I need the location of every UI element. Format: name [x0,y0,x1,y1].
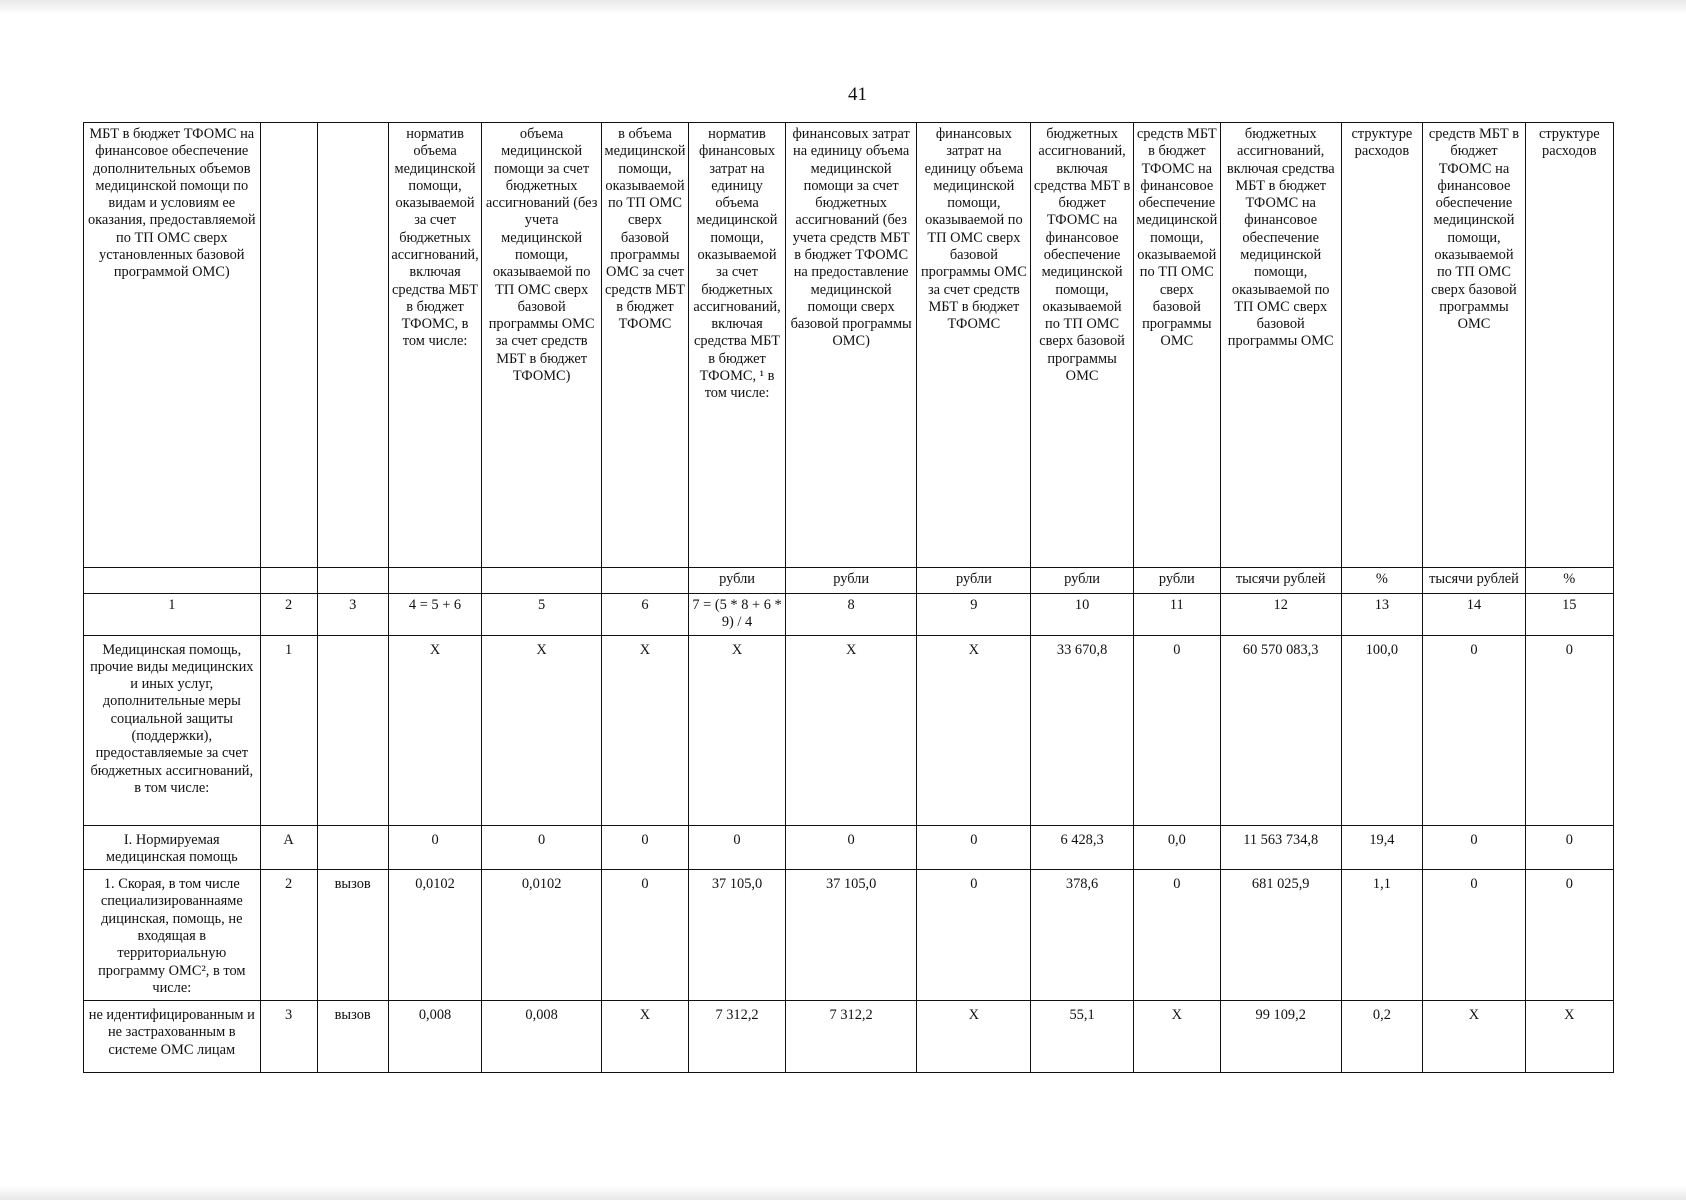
table-row-cell-10: 378,6 [1031,870,1133,1001]
units-row-cell-14: тысячи рублей [1423,568,1525,594]
table-row-cell-5: X [482,635,602,825]
header-row-cell-4: норматив объема медицинской помощи, оказываемой за счет бюджетных ассигнований, включая средства МБТ в бюджет ТФОМС, в том числе: [388,123,482,568]
column-number-row-cell-11: 11 [1133,594,1220,636]
table-row-cell-2: 3 [260,1001,317,1073]
table-row-cell-14: 0 [1423,825,1525,870]
column-number-row-cell-13: 13 [1341,594,1423,636]
table-row-cell-13: 100,0 [1341,635,1423,825]
column-number-row-cell-6: 6 [601,594,688,636]
table-row-cell-11: 0 [1133,870,1220,1001]
column-number-row-cell-9: 9 [917,594,1031,636]
table-row-cell-6: X [601,1001,688,1073]
table-row-cell-12: 60 570 083,3 [1220,635,1341,825]
header-row-cell-14: средств МБТ в бюджет ТФОМС на финансовое обеспечение медицинской помощи, оказываемой по ТП ОМС сверх базовой программы ОМС [1423,123,1525,568]
table-row-cell-1: I. Нормируемая медицинская помощь [84,825,261,870]
table-row-cell-11: 0 [1133,635,1220,825]
table-row-cell-9: X [917,1001,1031,1073]
header-row-cell-5: объема медицинской помощи за счет бюджетных ассигнований (без учета медицинской помощи, оказываемой по ТП ОМС сверх базовой программы ОМС за счет средств МБТ в бюджет ТФОМС) [482,123,602,568]
column-number-row-cell-8: 8 [785,594,916,636]
units-row-cell-13: % [1341,568,1423,594]
units-row-cell-7: рубли [689,568,786,594]
units-row-cell-5 [482,568,602,594]
table-row-cell-13: 0,2 [1341,1001,1423,1073]
table-row-cell-15: 0 [1525,825,1613,870]
header-row-cell-3 [317,123,388,568]
column-number-row-cell-10: 10 [1031,594,1133,636]
column-number-row-cell-7: 7 = (5 * 8 + 6 * 9) / 4 [689,594,786,636]
table-row-cell-7: 7 312,2 [689,1001,786,1073]
units-row-cell-1 [84,568,261,594]
table-row-cell-5: 0,008 [482,1001,602,1073]
table-row [84,870,1614,1001]
units-row-cell-15: % [1525,568,1613,594]
data-table [83,122,1614,1073]
table-row-cell-8: 0 [785,825,916,870]
units-row-cell-12: тысячи рублей [1220,568,1341,594]
table-row-cell-3: вызов [317,1001,388,1073]
table-row-cell-12: 681 025,9 [1220,870,1341,1001]
table-row-cell-2: А [260,825,317,870]
table-row-cell-7: X [689,635,786,825]
column-number-row-cell-2: 2 [260,594,317,636]
units-row-cell-10: рубли [1031,568,1133,594]
table-row-cell-5: 0 [482,825,602,870]
table-row-cell-6: X [601,635,688,825]
units-row-cell-4 [388,568,482,594]
column-number-row-cell-5: 5 [482,594,602,636]
table-row-cell-6: 0 [601,870,688,1001]
header-row-cell-9: финансовых затрат на единицу объема медицинской помощи, оказываемой по ТП ОМС сверх базовой программы ОМС за счет средств МБТ в бюджет ТФОМС [917,123,1031,568]
table-row-cell-9: 0 [917,825,1031,870]
column-number-row-cell-12: 12 [1220,594,1341,636]
column-number-row-cell-3: 3 [317,594,388,636]
table-row-cell-15: X [1525,1001,1613,1073]
table-row-cell-4: 0 [388,825,482,870]
table-row-cell-1: не идентифицированным и не застрахованным в системе ОМС лицам [84,1001,261,1073]
header-row-cell-1: МБТ в бюджет ТФОМС на финансовое обеспечение дополнительных объемов медицинской помощи по видам и условиям ее оказания, предоставляемой по ТП ОМС сверх установленных базовой программой ОМС) [84,123,261,568]
units-row-cell-11: рубли [1133,568,1220,594]
table-row-cell-7: 37 105,0 [689,870,786,1001]
header-row-cell-2 [260,123,317,568]
column-number-row-cell-1: 1 [84,594,261,636]
table-row-cell-3: вызов [317,870,388,1001]
table-row-cell-15: 0 [1525,870,1613,1001]
units-row-cell-8: рубли [785,568,916,594]
table-row-cell-14: 0 [1423,870,1525,1001]
table-row [84,825,1614,870]
table-row-cell-11: X [1133,1001,1220,1073]
table-row-cell-9: X [917,635,1031,825]
table-row-cell-4: 0,008 [388,1001,482,1073]
table-row-cell-9: 0 [917,870,1031,1001]
page-number: 41 [848,84,867,105]
table-row-cell-1: 1. Скорая, в том числе специализированнаяме дицинская, помощь, не входящая в территориальную программу ОМС², в том числе: [84,870,261,1001]
header-row-cell-7: норматив финансовых затрат на единицу объема медицинской помощи, оказываемой за счет бюджетных ассигнований, включая средства МБТ в бюджет ТФОМС, ¹ в том числе: [689,123,786,568]
header-row-cell-13: структуре расходов [1341,123,1423,568]
table-row-cell-10: 55,1 [1031,1001,1133,1073]
header-row-cell-6: в объема медицинской помощи, оказываемой по ТП ОМС сверх базовой программы ОМС за счет средств МБТ в бюджет ТФОМС [601,123,688,568]
column-number-row-cell-14: 14 [1423,594,1525,636]
table-row-cell-14: 0 [1423,635,1525,825]
table-row-cell-1: Медицинская помощь, прочие виды медицинских и иных услуг, дополнительные меры социальной защиты (поддержки), предоставляемые за счет бюджетных ассигнований, в том числе: [84,635,261,825]
table-row-cell-3 [317,635,388,825]
table-row-cell-15: 0 [1525,635,1613,825]
header-row-cell-11: средств МБТ в бюджет ТФОМС на финансовое обеспечение медицинской помощи, оказываемой по ТП ОМС сверх базовой программы ОМС [1133,123,1220,568]
table-row-cell-14: X [1423,1001,1525,1073]
header-row-cell-10: бюджетных ассигнований, включая средства МБТ в бюджет ТФОМС на финансовое обеспечение медицинской помощи, оказываемой по ТП ОМС сверх базовой программы ОМС [1031,123,1133,568]
units-row-cell-3 [317,568,388,594]
units-row-cell-2 [260,568,317,594]
units-row-cell-6 [601,568,688,594]
table-row-cell-8: 7 312,2 [785,1001,916,1073]
header-row-cell-15: структуре расходов [1525,123,1613,568]
scan-edge-top [0,0,1686,14]
column-number-row-cell-15: 15 [1525,594,1613,636]
table-row-cell-8: X [785,635,916,825]
table-row-cell-5: 0,0102 [482,870,602,1001]
table-row [84,1001,1614,1073]
table-row-cell-6: 0 [601,825,688,870]
table-row-cell-10: 6 428,3 [1031,825,1133,870]
table-row-cell-7: 0 [689,825,786,870]
table-row-cell-12: 99 109,2 [1220,1001,1341,1073]
table-row-cell-11: 0,0 [1133,825,1220,870]
header-row-cell-8: финансовых затрат на единицу объема медицинской помощи за счет бюджетных ассигнований (без учета средств МБТ в бюджет ТФОМС на предоставление медицинской помощи сверх базовой программы ОМС) [785,123,916,568]
table-row-cell-3 [317,825,388,870]
column-number-row [84,594,1614,636]
table-row-cell-13: 1,1 [1341,870,1423,1001]
table-row-cell-12: 11 563 734,8 [1220,825,1341,870]
header-row [84,123,1614,568]
table-row-cell-13: 19,4 [1341,825,1423,870]
units-row-cell-9: рубли [917,568,1031,594]
table-row-cell-10: 33 670,8 [1031,635,1133,825]
units-row [84,568,1614,594]
table-row-cell-8: 37 105,0 [785,870,916,1001]
table-row-cell-2: 2 [260,870,317,1001]
table-row-cell-4: 0,0102 [388,870,482,1001]
column-number-row-cell-4: 4 = 5 + 6 [388,594,482,636]
table-row-cell-4: X [388,635,482,825]
header-row-cell-12: бюджетных ассигнований, включая средства МБТ в бюджет ТФОМС на финансовое обеспечение медицинской помощи, оказываемой по ТП ОМС сверх базовой программы ОМС [1220,123,1341,568]
table-row-cell-2: 1 [260,635,317,825]
scan-edge-bottom [0,1186,1686,1200]
table-row [84,635,1614,825]
